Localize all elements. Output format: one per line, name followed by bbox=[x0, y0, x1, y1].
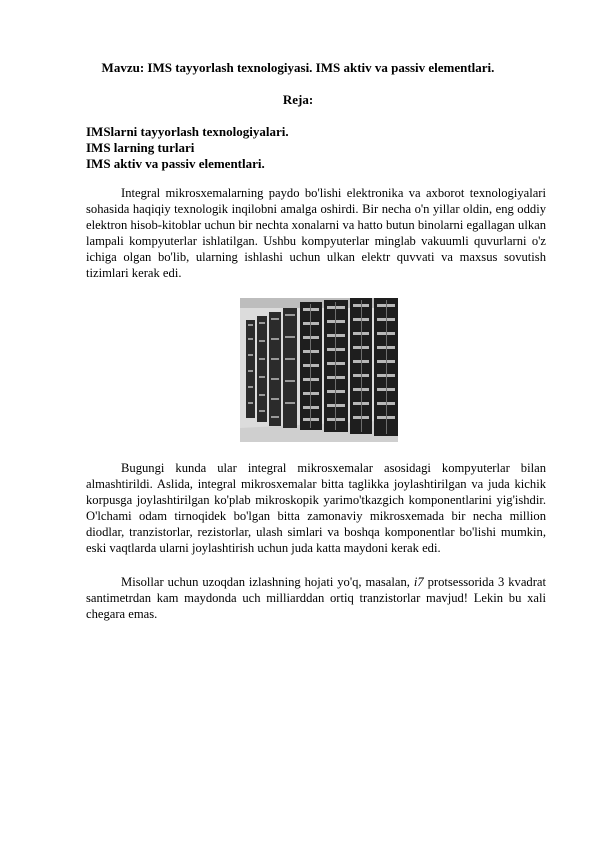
paragraph-example-end: protsessorida 3 kvadrat santimetrdan kam maydonda uch milliarddan ortiq tranzistorlar mavjud! Lekin bu xali chegara emas. bbox=[86, 575, 546, 622]
plan-list bbox=[86, 124, 546, 173]
plan-item: IMS aktiv va passiv elementlari. bbox=[86, 156, 265, 172]
plan-heading: Reja: bbox=[282, 92, 314, 107]
paragraph-intro: Integral mikrosxemalarning paydo bo'lishi elektronika va axborot texnologiyalari sohasida haqiqiy texnologik inqilobni amalga oshirdi. Bir necha o'n yillar oldin, eng oddiy elektron hisob-kitoblar uchun bir nechta xonalarni va hatto butun binolarni egallagan ulkan lampali kompyuterlar ishlatilgan. Ushbu kompyuterlar minglab vakuumli quvurlarni o'z ichiga olgan bo'lib, ularning ishlashi uchun ulkan elektr quvvati va maxsus sovutish tizimlari kerak edi. bbox=[86, 186, 546, 281]
plan-item: IMSlarni tayyorlash texnologiyalari. bbox=[86, 124, 289, 139]
processor-name: i7 bbox=[413, 575, 424, 589]
paragraph-example bbox=[86, 574, 546, 622]
document-title: Mavzu: IMS tayyorlash texnologiyasi. IMS aktiv va passiv elementlari. bbox=[101, 60, 495, 75]
plan-item: IMS larning turlari bbox=[86, 140, 195, 156]
vacuum-tube-computer-photo bbox=[240, 298, 398, 442]
paragraph-example-start: Misollar uchun uzoqdan izlashning hojati yo'q, masalan, bbox=[121, 575, 414, 589]
paragraph-modern: Bugungi kunda ular integral mikrosxemalar asosidagi kompyuterlar bilan almashtirildi. Aslida, integral mikrosxemalar bitta taglikka joylashtirilgan va juda kichik korpusga joylashtirilgan ko'plab mikroskopik yarimo'tkazgich komponentlarini yig'ishdir. O'lchami odam tirnoqidek bo'lgan bitta zamonaviy mikrosxemada bir necha million diodlar, tranzistorlar, rezistorlar, ulash simlari va boshqa komponentlar bo'lishi mumkin, eski vaqtlarda ularni joylashtirish uchun juda katta maydoni kerak edi. bbox=[86, 461, 546, 556]
